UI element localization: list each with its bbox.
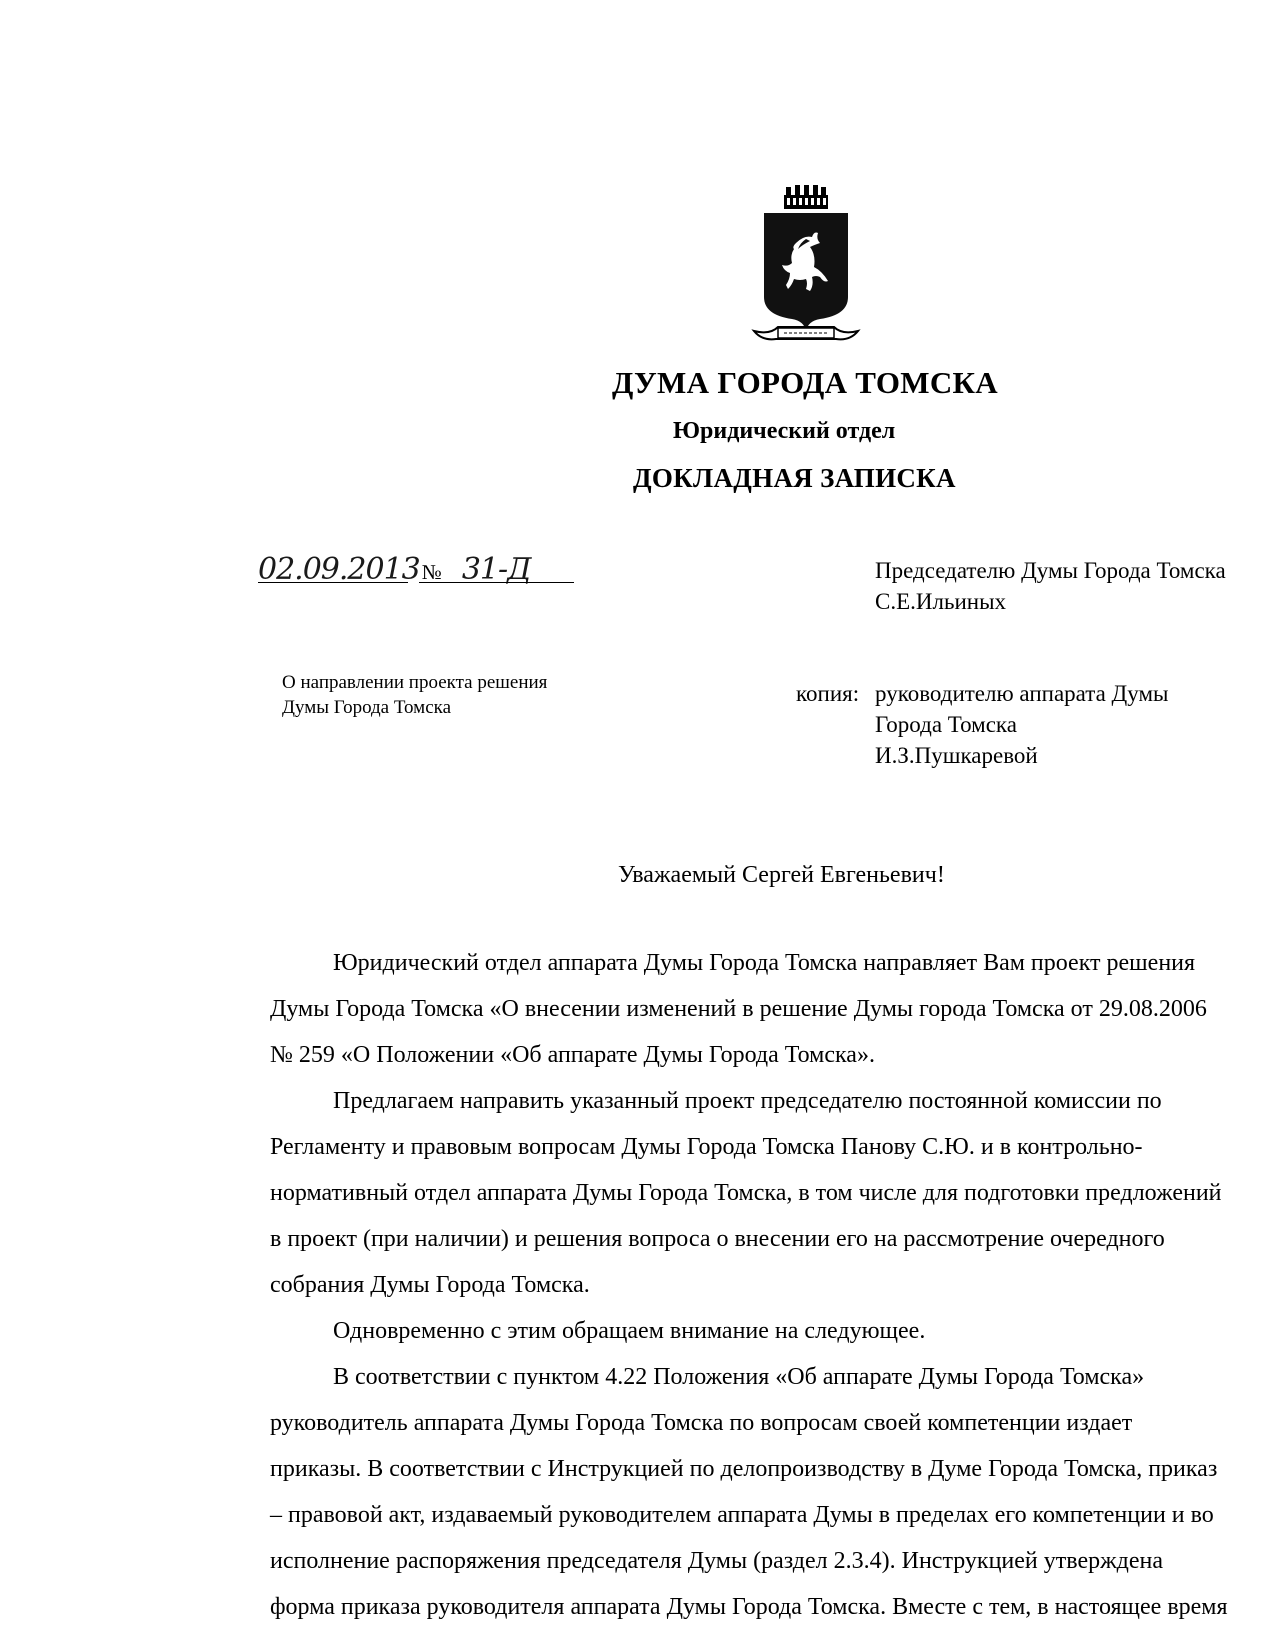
body-line: Регламенту и правовым вопросам Думы Города Томска Панову С.Ю. и в контрольно- [270, 1134, 1143, 1160]
body-line: форма приказа руководителя аппарата Думы Города Томска. Вместе с тем, в настоящее время [270, 1594, 1228, 1620]
subject-line: Думы Города Томска [282, 697, 452, 718]
body-line: собрания Думы Города Томска. [270, 1272, 590, 1298]
body-line: в проект (при наличии) и решения вопроса о внесении его на рассмотрение очередного [270, 1226, 1165, 1252]
body-line: В соответствии с пунктом 4.22 Положения «Об аппарате Думы Города Томска» [333, 1364, 1145, 1390]
department-title: Юридический отдел [673, 418, 896, 444]
copy-recipient-position-cont: Города Томска [875, 712, 1017, 737]
copy-label: копия: [796, 681, 860, 706]
body-line: – правовой акт, издаваемый руководителем аппарата Думы в пределах его компетенции и во [270, 1502, 1214, 1528]
copy-recipient-name: И.З.Пушкаревой [875, 743, 1038, 768]
organization-title: ДУМА ГОРОДА ТОМСКА [612, 365, 998, 400]
date-underline [258, 582, 408, 583]
body-line: руководитель аппарата Думы Города Томска по вопросам своей компетенции издает [270, 1410, 1133, 1436]
addressee-block [875, 555, 1226, 617]
tomsk-coat-of-arms-icon [750, 185, 862, 355]
addressee-name: С.Е.Ильиных [875, 589, 1007, 614]
addressee-position: Председателю Думы Города Томска [875, 558, 1226, 583]
number-sign: № [421, 560, 442, 584]
copy-recipient-block [875, 678, 1168, 771]
body-line: Одновременно с этим обращаем внимание на следующее. [333, 1318, 926, 1344]
copy-recipient-position: руководителю аппарата Думы [875, 681, 1169, 706]
subject-line: О направлении проекта решения [282, 672, 548, 693]
body-line: Предлагаем направить указанный проект председателю постоянной комиссии по [333, 1088, 1162, 1114]
salutation: Уважаемый Сергей Евгеньевич! [618, 862, 945, 888]
memo-body [270, 940, 1275, 1630]
body-line: № 259 «О Положении «Об аппарате Думы Города Томска». [270, 1042, 875, 1068]
body-line: нормативный отдел аппарата Думы Города Томска, в том числе для подготовки предложений [270, 1180, 1222, 1206]
body-line: Юридический отдел аппарата Думы Города Томска направляет Вам проект решения [333, 950, 1196, 976]
registration-date: 02.09.2013 [258, 552, 420, 587]
body-line: приказы. В соответствии с Инструкцией по делопроизводству в Думе Города Томска, приказ [270, 1456, 1218, 1482]
document-type-title: ДОКЛАДНАЯ ЗАПИСКА [633, 463, 956, 493]
number-underline [419, 582, 574, 583]
body-line: Думы Города Томска «О внесении изменений в решение Думы города Томска от 29.08.2006 [270, 996, 1207, 1022]
subject-block [282, 670, 547, 720]
registration-number: 31-Д [461, 552, 531, 587]
body-line: исполнение распоряжения председателя Думы (раздел 2.3.4). Инструкцией утверждена [270, 1548, 1164, 1574]
